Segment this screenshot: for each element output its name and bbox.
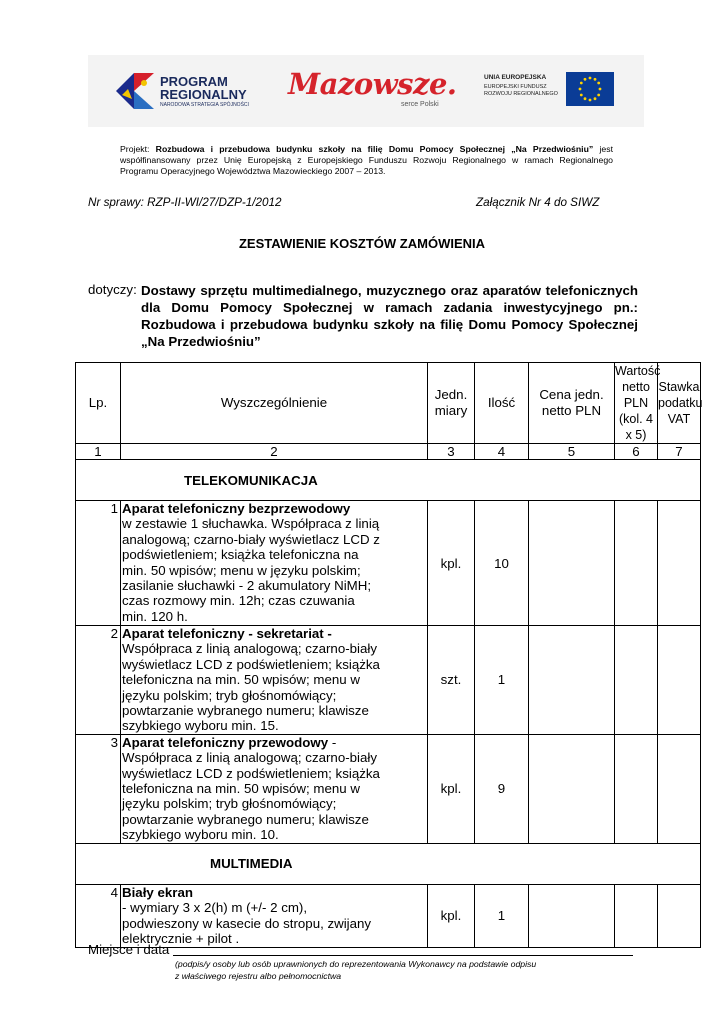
project-cofinance: jest współfinansowany przez Unię Europejską z Europejskiego Funduszu Rozwoju Regionalnego w ramach Regionalnego Programu Operacyjnego Województwa Mazowieckiego 2007 – 2013. <box>120 144 613 176</box>
program-regionalny-emblem-icon <box>114 69 156 113</box>
project-info: Projekt: Rozbudowa i przebudowa budynku szkoły na filię Domu Pomocy Społecznej „Na Przedwiośniu” jest współfinansowany przez Unię Europejską z Europejskiego Funduszu Rozwoju Regionalnego w ramach Regionalnego Programu Operacyjnego Województwa Mazowieckiego 2007 – 2013. <box>120 144 613 176</box>
row-qty: 9 <box>475 734 529 843</box>
col-number: 7 <box>658 444 701 460</box>
col-number: 5 <box>529 444 615 460</box>
header-value: Wartość netto PLN (kol. 4 x 5) <box>615 364 661 442</box>
row-value <box>615 884 658 947</box>
section-title-telecom: TELEKOMUNIKACJA <box>76 460 701 501</box>
mazowsze-tagline: serce Polski <box>401 101 439 108</box>
row-value <box>615 734 658 843</box>
table-header-row <box>76 363 701 444</box>
mazowsze-logo <box>288 67 457 111</box>
row-vat <box>658 884 701 947</box>
row-description: Biały ekran - wymiary 3 x 2(h) m (+/- 2 cm), podwieszony w kasecie do stropu, zwijany elektrycznie + pilot . <box>121 884 428 947</box>
row-qty: 10 <box>475 501 529 626</box>
eu-title: UNIA EUROPEJSKA <box>484 74 547 81</box>
table-row <box>76 501 701 626</box>
row-unit: kpl. <box>428 734 475 843</box>
row-unit: szt. <box>428 626 475 735</box>
case-number: Nr sprawy: RZP-II-WI/27/DZP-1/2012 <box>88 196 282 209</box>
header-price: Cena jedn. netto PLN <box>529 363 615 444</box>
header-logos <box>88 55 644 127</box>
eu-flag-icon <box>566 72 614 106</box>
table-row <box>76 884 701 947</box>
section-row-multimedia <box>76 843 701 884</box>
row-vat <box>658 734 701 843</box>
col-number: 3 <box>428 444 475 460</box>
row-price <box>529 884 615 947</box>
cost-table <box>75 362 701 948</box>
row-unit: kpl. <box>428 501 475 626</box>
row-lp: 4 <box>76 884 121 947</box>
attachment-number: Załącznik Nr 4 do SIWZ <box>476 196 600 209</box>
mazowsze-wordmark: Mazowsze. <box>288 67 457 101</box>
header-unit: Jedn. miary <box>428 363 475 444</box>
project-name: Rozbudowa i przebudowa budynku szkoły na filię Domu Pomocy Społecznej „Na Przedwiośniu” <box>155 144 594 154</box>
row-description: Aparat telefoniczny bezprzewodowy w zestawie 1 słuchawka. Współpraca z linią analogową; czarno-biały wyświetlacz LCD z podświetleniem; książka telefoniczna na min. 50 wpisów; menu w języku polskim; zasilanie słuchawki - 2 akumulatory NiMH; czas rozmowy min. 12h; czas czuwania min. 120 h. <box>121 501 428 626</box>
row-vat <box>658 501 701 626</box>
col-number: 4 <box>475 444 529 460</box>
section-title-multimedia: MULTIMEDIA <box>76 843 701 884</box>
row-lp: 1 <box>76 501 121 626</box>
header-vat: Stawka podatku VAT <box>658 363 701 444</box>
row-description: Aparat telefoniczny przewodowy - Współpraca z linią analogową; czarno-biały wyświetlacz LCD z podświetleniem; książka telefoniczna na min. 50 wpisów; menu w języku polskim; tryb głośnomówiący; powtarzanie wybranego numeru; klawisze szybkiego wyboru min. 10. <box>121 734 428 843</box>
program-regionalny-subtitle: NARODOWA STRATEGIA SPÓJNOŚCI <box>160 102 249 108</box>
row-value <box>615 501 658 626</box>
row-lp: 3 <box>76 734 121 843</box>
row-price <box>529 626 615 735</box>
document-title: ZESTAWIENIE KOSZTÓW ZAMÓWIENIA <box>238 236 486 251</box>
eu-logo <box>484 72 634 112</box>
header-lp: Lp. <box>76 363 121 444</box>
program-regionalny-title: PROGRAM REGIONALNY <box>160 74 247 102</box>
signature-line <box>173 955 633 956</box>
header-name: Wyszczególnienie <box>121 363 428 444</box>
row-description: Aparat telefoniczny - sekretariat - Współpraca z linią analogową; czarno-biały wyświetlacz LCD z podświetleniem; książka telefoniczna na min. 50 wpisów; menu w języku polskim; tryb głośnomówiący; powtarzanie wybranego numeru; klawisze szybkiego wyboru min. 15. <box>121 626 428 735</box>
column-number-row <box>76 444 701 460</box>
table-row <box>76 626 701 735</box>
row-vat <box>658 626 701 735</box>
row-value <box>615 626 658 735</box>
row-price <box>529 734 615 843</box>
col-number: 2 <box>121 444 428 460</box>
row-price <box>529 501 615 626</box>
signature-note: (podpis/y osoby lub osób uprawnionych do reprezentowania Wykonawcy na podstawie odpisu z właściwego rejestru albo pełnomocnictwa <box>175 959 537 981</box>
regarding-text: Dostawy sprzętu multimedialnego, muzycznego oraz aparatów telefonicznych dla Domu Pomocy Społecznej w ramach zadania inwestycyjnego pn.: Rozbudowa i przebudowa budynku szkoły na filię Domu Pomocy Społecznej „Na Przedwiośniu” <box>141 283 638 349</box>
table-row <box>76 734 701 843</box>
place-date-label: Miejsce i data <box>88 942 170 957</box>
section-row-telecom <box>76 460 701 501</box>
header-qty: Ilość <box>475 363 529 444</box>
row-unit: kpl. <box>428 884 475 947</box>
eu-fund-name: EUROPEJSKI FUNDUSZ ROZWOJU REGIONALNEGO <box>484 84 558 97</box>
row-qty: 1 <box>475 626 529 735</box>
col-number: 6 <box>615 444 658 460</box>
regarding-label: dotyczy: <box>88 282 137 297</box>
row-qty: 1 <box>475 884 529 947</box>
col-number: 1 <box>76 444 121 460</box>
program-regionalny-logo <box>114 69 274 117</box>
row-lp: 2 <box>76 626 121 735</box>
